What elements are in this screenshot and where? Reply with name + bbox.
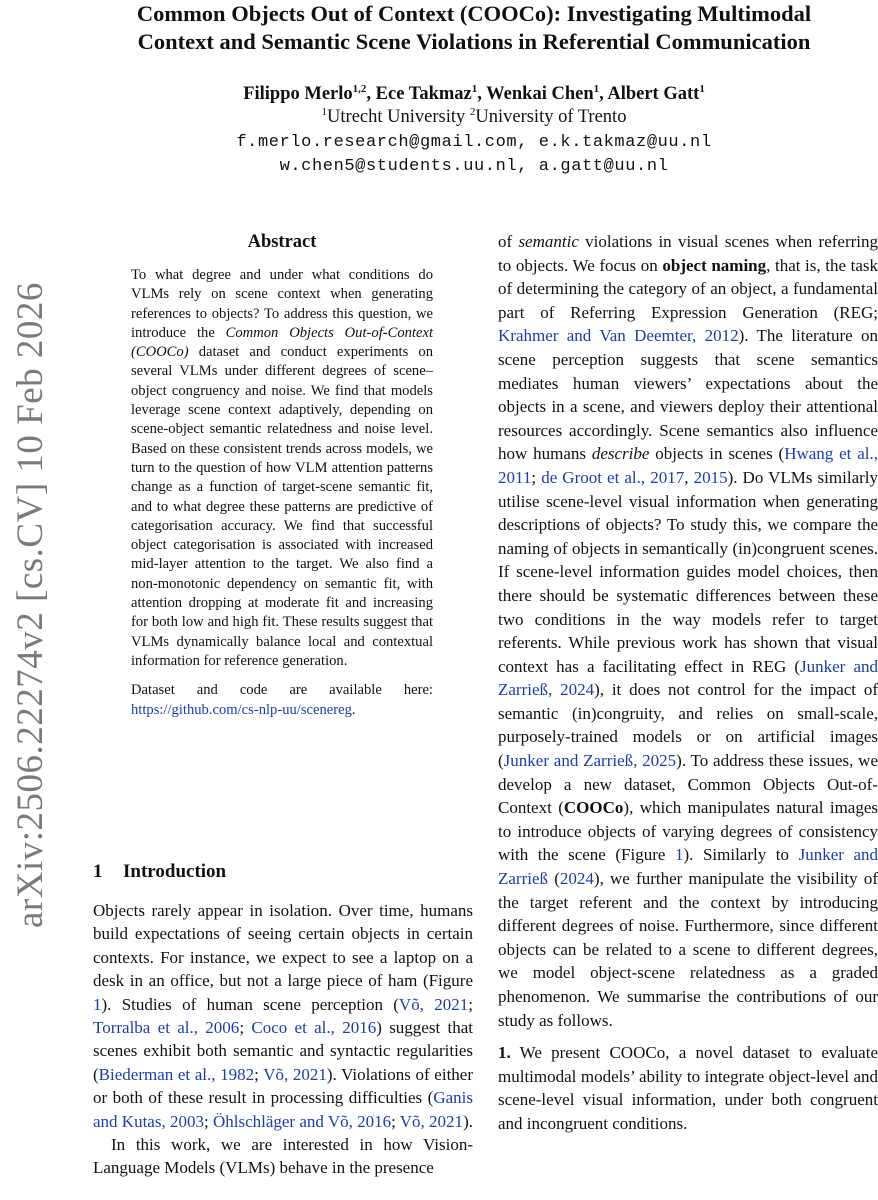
- affiliations: [70, 106, 878, 129]
- text: ). Violations of either or both of these result in processing difficulties (: [93, 1064, 473, 1108]
- intro-right-column: [498, 230, 878, 1136]
- author-name: Filippo Merlo: [243, 84, 353, 104]
- citation-link[interactable]: Junker and Zarrieß: [498, 845, 878, 889]
- abstract-paragraph: [131, 266, 433, 671]
- abstract-availability: [131, 681, 433, 720]
- text: objects in scenes (: [649, 444, 785, 464]
- email-line-1: f.merlo.research@gmail.com, e.k.takmaz@uu.nl: [236, 133, 712, 152]
- affiliation-utrecht: Utrecht University: [327, 107, 470, 127]
- intro-paragraph-2: In this work, we are interested in how Vision-Language Models (VLMs) behave in the presence: [93, 1135, 473, 1178]
- text: violations in visual scenes when referring to objects. We focus on: [498, 232, 878, 275]
- text: .: [351, 701, 356, 718]
- text: ;: [468, 994, 473, 1014]
- text: ) suggest that scenes exhibit both semantic and syntactic regularities (: [93, 1018, 473, 1084]
- citation-link[interactable]: Võ, 2021: [399, 1111, 464, 1131]
- section-number: 1: [93, 861, 103, 882]
- text: ,: [684, 467, 694, 487]
- text: ). Studies of human scene perception (: [101, 994, 399, 1014]
- bold-term: object naming: [662, 255, 767, 275]
- contribution-item-1: [498, 1041, 878, 1135]
- affiliation-mark: 1: [321, 106, 328, 118]
- bold-term: COOCo: [563, 798, 624, 818]
- text: ;: [391, 1111, 400, 1131]
- figure-ref-link[interactable]: 1: [675, 845, 684, 865]
- citation-link[interactable]: 2024: [559, 869, 594, 889]
- author-name: Wenkai Chen: [486, 84, 594, 104]
- citation-link[interactable]: Junker and Zarrieß, 2024: [498, 656, 878, 700]
- text: ), it does not control for the impact of semantic (in)congruity, and relies on small-scale, purposely-trained models or on artificial images (: [498, 680, 878, 771]
- section-title: Introduction: [123, 861, 227, 882]
- text: To what degree and under what conditions do VLMs rely on scene context when generating references to objects? To address this question, we introduce the: [131, 267, 433, 341]
- author-list: [70, 82, 878, 106]
- author-affiliation-mark: 1: [699, 83, 705, 95]
- text: ;: [531, 467, 542, 487]
- citation-link[interactable]: Torralba et al., 2006: [93, 1018, 240, 1038]
- citation-link[interactable]: Hwang et al., 2011: [498, 444, 878, 487]
- citation-link[interactable]: 2015: [693, 467, 728, 487]
- author-separator: ,: [599, 84, 608, 104]
- paper-title: [70, 0, 878, 56]
- list-number: 1.: [498, 1043, 511, 1063]
- citation-link[interactable]: de Groot et al., 2017: [541, 467, 685, 487]
- author-name: Albert Gatt: [607, 84, 700, 104]
- section-heading-introduction: [93, 860, 473, 884]
- title-line-1: Common Objects Out of Context (COOCo): Investigating Multimodal: [136, 1, 812, 26]
- dataset-name-emphasis: Common Objects Out-of-Context (COOCo): [131, 324, 433, 361]
- citation-link[interactable]: Võ, 2021: [398, 994, 469, 1014]
- text: Objects rarely appear in isolation. Over time, humans build expectations of seeing certain objects in certain contexts. For instance, we expect to see a laptop on a desk in an office, but not a large piece of ham (Figure: [93, 901, 473, 991]
- emphasis: semantic: [518, 232, 579, 251]
- citation-link[interactable]: Öhlschläger and Võ, 2016: [212, 1111, 392, 1131]
- figure-ref-link[interactable]: 1: [93, 994, 102, 1014]
- citation-link[interactable]: Ganis and Kutas, 2003: [93, 1088, 473, 1131]
- text: ;: [203, 1111, 213, 1131]
- text: ). To address these issues, we develop a new dataset, Common Objects Out-of-Context (: [498, 751, 878, 818]
- text: dataset and conduct experiments on several VLMs under different degrees of scene–object congruency and noise. We find that models leverage scene context adaptively, depending on scene-object semantic relatedness and noise level. Based on these consistent trends across models, we turn to the question of how VLM attention patterns change as a function of target-scene semantic fit, and to what degree these patterns are predictive of categorisation accuracy. We find that successful object categorisation is associated with increased mid-layer attention to the target. We also find a non-monotonic dependency on semantic fit, with attention dropping at moderate fit and increasing for both low and high fit. These results suggest that VLMs dynamically balance local and contextual information for reference generation.: [131, 344, 433, 669]
- repository-link[interactable]: https://github.com/cs-nlp-uu/scenereg: [131, 701, 352, 718]
- intro-left-column: [93, 899, 473, 1180]
- text: ). Do VLMs similarly utilise scene-level visual information when generating descriptions of objects? To study this, we compare the naming of objects in semantically (in)congruent scenes. If scene-level information guides model choices, then there should be systematic differences between these two conditions in the way models refer to target referents. While previous work has shown that visual context has a facilitating effect in REG (: [498, 467, 878, 676]
- text: ). The literature on scene perception suggests that scene semantics mediates human viewers’ expectations about the objects in a scene, and viewers deploy their attentional resources accordingly. Scene semantics also influence how humans: [498, 326, 878, 464]
- author-affiliation-mark: 1,2: [352, 83, 367, 95]
- text: ;: [239, 1018, 252, 1038]
- text: ). Similarly to: [683, 845, 799, 865]
- author-separator: ,: [366, 84, 376, 104]
- intro-paragraph-1: [93, 899, 473, 1133]
- affiliation-trento: University of Trento: [475, 107, 627, 127]
- abstract-body: [131, 266, 433, 720]
- text: We present COOCo, a novel dataset to evaluate multimodal models’ ability to integrate object-level and scene-level visual information, under both congruent and incongruent conditions.: [498, 1043, 878, 1133]
- text: , that is, the task of determining the category of an object, a fundamental part of Referring Expression Generation (REG;: [498, 255, 878, 322]
- citation-link[interactable]: Võ, 2021: [263, 1064, 327, 1084]
- author-separator: ,: [477, 84, 487, 104]
- text: of: [498, 232, 519, 251]
- text: ), we further manipulate the visibility of the target referent and the context by introducing different degrees of noise. Furthermore, since different objects can be related to a scene to different degrees, we model object-scene relatedness as a graded phenomenon. We summarise the contributions of our study as follows.: [498, 869, 878, 1030]
- text: Dataset and code are available here:: [131, 682, 433, 699]
- author-affiliation-mark: 1: [593, 83, 600, 95]
- text: (: [548, 869, 560, 889]
- citation-link[interactable]: Biederman et al., 1982: [98, 1064, 255, 1084]
- author-affiliation-mark: 1: [471, 83, 478, 95]
- text: ;: [254, 1064, 264, 1084]
- affiliation-mark: 2: [469, 106, 476, 118]
- email-line-2: w.chen5@students.uu.nl, a.gatt@uu.nl: [279, 157, 669, 176]
- author-emails: [70, 131, 878, 179]
- citation-link[interactable]: Coco et al., 2016: [251, 1018, 377, 1038]
- author-name: Ece Takmaz: [375, 84, 472, 104]
- intro-paragraph-3: [498, 230, 878, 1032]
- arxiv-identifier: arXiv:2506.22274v2 [cs.CV] 10 Feb 2026: [10, 282, 51, 928]
- title-line-2: Context and Semantic Scene Violations in Referential Communication: [137, 29, 811, 54]
- abstract-heading: Abstract: [247, 232, 317, 252]
- text: ), which manipulates natural images to introduce objects of varying degrees of consistency with the scene (Figure: [498, 798, 878, 865]
- citation-link[interactable]: Junker and Zarrieß, 2025: [503, 751, 677, 771]
- emphasis: describe: [591, 444, 650, 464]
- text: ).: [463, 1111, 473, 1131]
- citation-link[interactable]: Krahmer and Van Deemter, 2012: [498, 326, 739, 346]
